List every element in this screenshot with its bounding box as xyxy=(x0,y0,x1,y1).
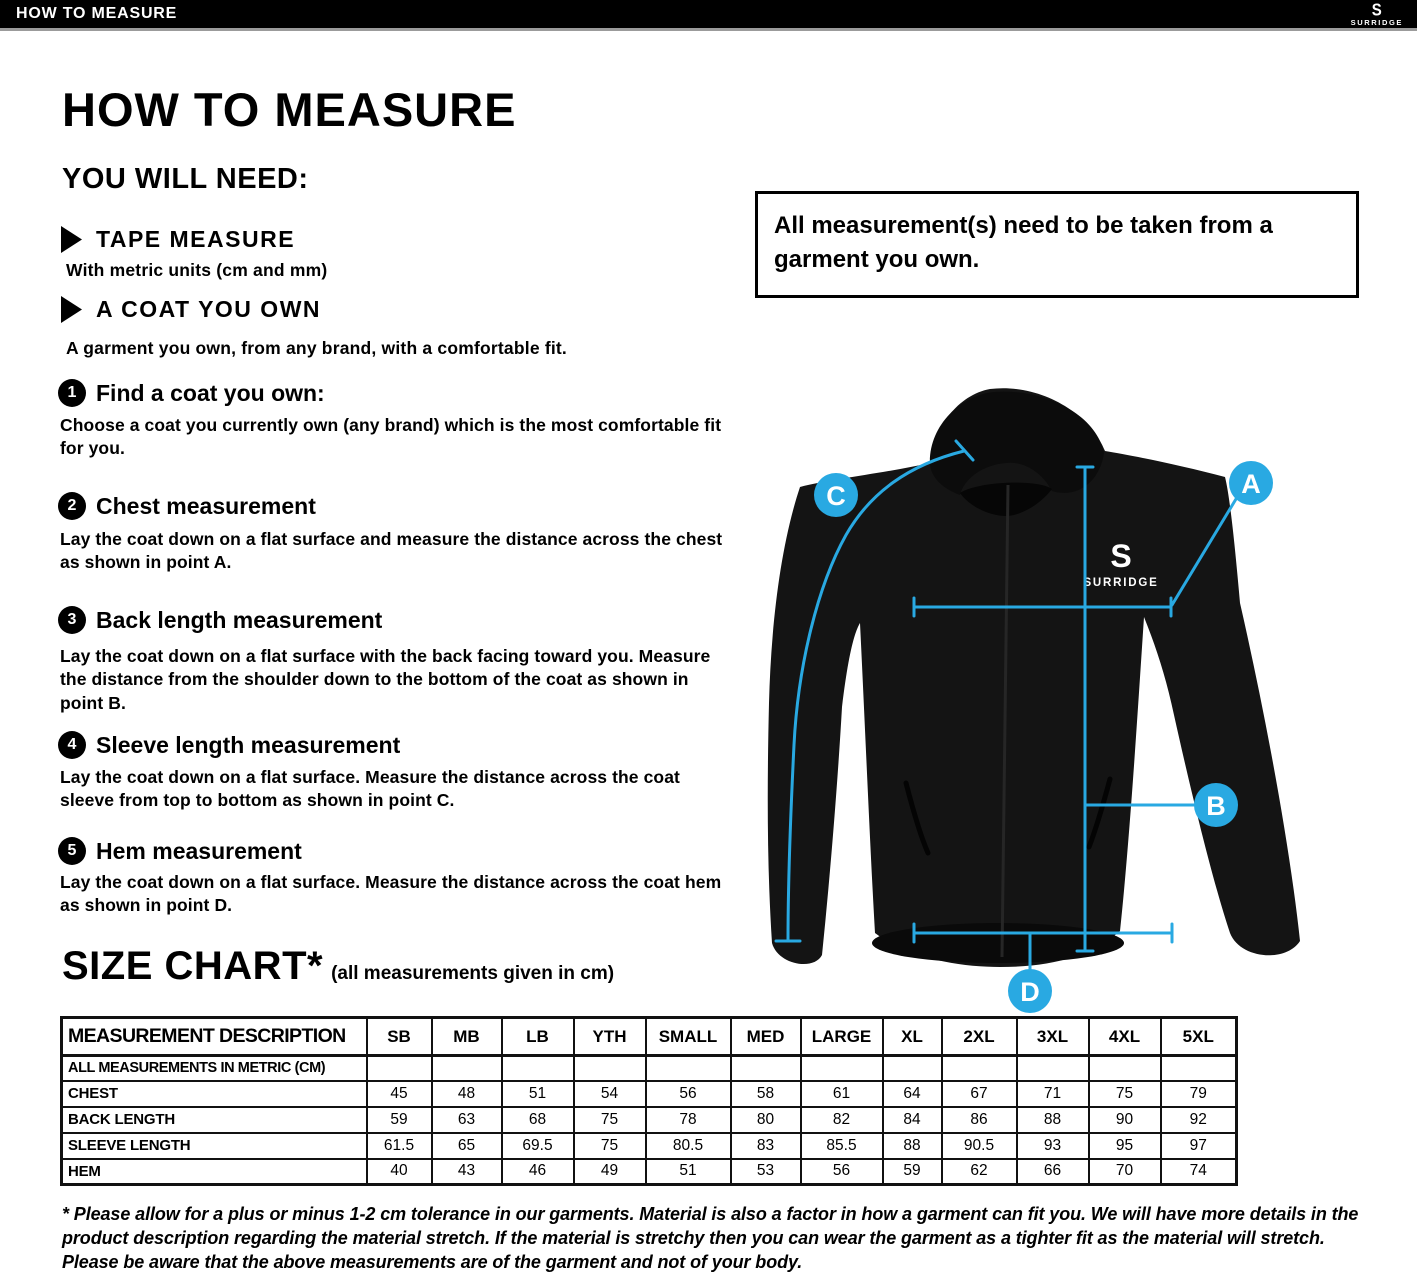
value-cell: 95 xyxy=(1089,1133,1161,1159)
row-label-cell: HEM xyxy=(62,1159,367,1185)
row-label-cell: MEASUREMENT DESCRIPTION xyxy=(62,1018,367,1056)
value-cell: 4XL xyxy=(1089,1018,1161,1056)
step-title-text: Back length measurement xyxy=(96,606,383,633)
step-5-title xyxy=(58,837,302,865)
point-b-label: B xyxy=(1206,791,1226,821)
value-cell: YTH xyxy=(574,1018,646,1056)
value-cell: 66 xyxy=(1017,1159,1089,1185)
step-number-badge: 3 xyxy=(58,606,86,634)
value-cell: 5XL xyxy=(1161,1018,1237,1056)
value-cell: 3XL xyxy=(1017,1018,1089,1056)
jacket-logo-s-icon: S xyxy=(1110,538,1132,574)
value-cell: 79 xyxy=(1161,1081,1237,1107)
value-cell: 48 xyxy=(432,1081,502,1107)
point-c-label: C xyxy=(826,481,846,511)
row-label-cell: CHEST xyxy=(62,1081,367,1107)
value-cell: 97 xyxy=(1161,1133,1237,1159)
step-title-text: Find a coat you own: xyxy=(96,379,325,406)
step-2-title xyxy=(58,492,316,520)
you-will-need-heading: YOU WILL NEED: xyxy=(62,163,309,195)
value-cell: SMALL xyxy=(646,1018,731,1056)
point-d-label: D xyxy=(1020,977,1040,1007)
step-title-text: Sleeve length measurement xyxy=(96,731,401,758)
step-5-body: Lay the coat down on a flat surface. Measure the distance across the coat hem as shown in point D. xyxy=(60,872,722,916)
value-cell xyxy=(731,1056,801,1081)
value-cell: 40 xyxy=(367,1159,432,1185)
step-number-badge: 1 xyxy=(58,379,86,407)
size-chart-subtitle: (all measurements given in cm) xyxy=(331,963,615,984)
step-4-body: Lay the coat down on a flat surface. Measure the distance across the coat sleeve from top to bottom as shown in point C. xyxy=(60,767,680,811)
value-cell: 80 xyxy=(731,1107,801,1133)
value-cell: 75 xyxy=(574,1107,646,1133)
row-label-cell: BACK LENGTH xyxy=(62,1107,367,1133)
value-cell: 61 xyxy=(801,1081,883,1107)
surridge-s-icon: S xyxy=(1371,0,1382,21)
step-number-badge: 5 xyxy=(58,837,86,865)
value-cell xyxy=(646,1056,731,1081)
metric-note-row xyxy=(62,1056,1237,1081)
value-cell: 68 xyxy=(502,1107,574,1133)
value-cell: 67 xyxy=(942,1081,1017,1107)
size-chart-table-body xyxy=(62,1018,1237,1185)
value-cell: 92 xyxy=(1161,1107,1237,1133)
value-cell: LARGE xyxy=(801,1018,883,1056)
value-cell: 88 xyxy=(883,1133,942,1159)
value-cell: 54 xyxy=(574,1081,646,1107)
value-cell: 71 xyxy=(1017,1081,1089,1107)
value-cell: SB xyxy=(367,1018,432,1056)
value-cell: MB xyxy=(432,1018,502,1056)
value-cell: 90.5 xyxy=(942,1133,1017,1159)
value-cell: 56 xyxy=(801,1159,883,1185)
value-cell: 90 xyxy=(1089,1107,1161,1133)
value-cell: 69.5 xyxy=(502,1133,574,1159)
value-cell xyxy=(432,1056,502,1081)
value-cell xyxy=(1089,1056,1161,1081)
row-label-cell: ALL MEASUREMENTS IN METRIC (CM) xyxy=(62,1056,367,1081)
value-cell: XL xyxy=(883,1018,942,1056)
value-cell: 70 xyxy=(1089,1159,1161,1185)
requirement-label: A COAT YOU OWN xyxy=(96,296,322,322)
value-cell xyxy=(502,1056,574,1081)
surridge-wordmark: SURRIDGE xyxy=(1350,18,1403,28)
value-cell: 61.5 xyxy=(367,1133,432,1159)
row-label-cell: SLEEVE LENGTH xyxy=(62,1133,367,1159)
step-title-text: Chest measurement xyxy=(96,492,316,519)
value-cell: 63 xyxy=(432,1107,502,1133)
value-cell: 2XL xyxy=(942,1018,1017,1056)
step-3-title xyxy=(58,606,382,634)
value-cell: 83 xyxy=(731,1133,801,1159)
requirement-description: A garment you own, from any brand, with a comfortable fit. xyxy=(66,338,567,358)
value-cell xyxy=(367,1056,432,1081)
header-row xyxy=(62,1018,1237,1056)
top-bar-title: HOW TO MEASURE xyxy=(16,5,178,22)
value-cell: 86 xyxy=(942,1107,1017,1133)
value-cell: 75 xyxy=(1089,1081,1161,1107)
step-1-body: Choose a coat you currently own (any brand) which is the most comfortable fit for you. xyxy=(60,415,722,459)
value-cell: 74 xyxy=(1161,1159,1237,1185)
value-cell: 78 xyxy=(646,1107,731,1133)
value-cell: 46 xyxy=(502,1159,574,1185)
value-cell: 58 xyxy=(731,1081,801,1107)
value-cell: 62 xyxy=(942,1159,1017,1185)
table-row xyxy=(62,1107,1237,1133)
size-chart-heading xyxy=(62,944,614,989)
value-cell: 59 xyxy=(883,1159,942,1185)
value-cell: 85.5 xyxy=(801,1133,883,1159)
page-title: HOW TO MEASURE xyxy=(62,83,517,136)
jacket-measurement-diagram xyxy=(758,385,1363,1013)
value-cell: 56 xyxy=(646,1081,731,1107)
step-title-text: Hem measurement xyxy=(96,837,302,864)
step-4-title xyxy=(58,731,400,759)
tolerance-footnote: * Please allow for a plus or minus 1-2 cm tolerance in our garments. Material is also a factor in how a garment can fit you. We will have more details in the product description regarding the material stretch. If the material is stretchy then you can wear the garment as a tighter fit as the material will stretch. Please be aware that the above measurements are of the garment and not of your body. xyxy=(62,1204,1359,1273)
value-cell: MED xyxy=(731,1018,801,1056)
size-chart-table xyxy=(60,1016,1238,1186)
value-cell xyxy=(1017,1056,1089,1081)
requirement-tape-measure xyxy=(60,226,295,253)
top-bar xyxy=(0,0,1417,31)
table-row xyxy=(62,1133,1237,1159)
requirement-label: TAPE MEASURE xyxy=(96,226,296,252)
value-cell: 93 xyxy=(1017,1133,1089,1159)
step-1-title xyxy=(58,379,325,407)
value-cell: 53 xyxy=(731,1159,801,1185)
step-number-badge: 4 xyxy=(58,731,86,759)
value-cell: 51 xyxy=(646,1159,731,1185)
value-cell: 51 xyxy=(502,1081,574,1107)
value-cell xyxy=(574,1056,646,1081)
step-3-body: Lay the coat down on a flat surface with the back facing toward you. Measure the distance from the shoulder down to the bottom of the coat as shown in point B. xyxy=(60,646,711,713)
value-cell: 65 xyxy=(432,1133,502,1159)
surridge-logo xyxy=(1351,1,1403,27)
value-cell xyxy=(942,1056,1017,1081)
triangle-bullet-icon xyxy=(60,296,82,323)
value-cell: 59 xyxy=(367,1107,432,1133)
value-cell: 49 xyxy=(574,1159,646,1185)
requirement-coat xyxy=(60,296,321,323)
value-cell xyxy=(1161,1056,1237,1081)
value-cell: LB xyxy=(502,1018,574,1056)
value-cell: 88 xyxy=(1017,1107,1089,1133)
value-cell xyxy=(801,1056,883,1081)
value-cell: 45 xyxy=(367,1081,432,1107)
value-cell: 80.5 xyxy=(646,1133,731,1159)
measurement-notice-box: All measurement(s) need to be taken from a garment you own. xyxy=(755,191,1359,298)
triangle-bullet-icon xyxy=(60,226,82,253)
value-cell: 82 xyxy=(801,1107,883,1133)
table-row xyxy=(62,1081,1237,1107)
requirement-description: With metric units (cm and mm) xyxy=(66,260,328,280)
table-row xyxy=(62,1159,1237,1185)
jacket-logo-wordmark: SURRIDGE xyxy=(1083,577,1159,589)
value-cell: 43 xyxy=(432,1159,502,1185)
step-number-badge: 2 xyxy=(58,492,86,520)
value-cell xyxy=(883,1056,942,1081)
size-chart-title: SIZE CHART* xyxy=(62,944,324,988)
jacket-illustration xyxy=(768,388,1300,967)
value-cell: 84 xyxy=(883,1107,942,1133)
value-cell: 75 xyxy=(574,1133,646,1159)
point-a-label: A xyxy=(1241,469,1261,499)
step-2-body: Lay the coat down on a flat surface and measure the distance across the chest as shown in point A. xyxy=(60,529,723,573)
value-cell: 64 xyxy=(883,1081,942,1107)
